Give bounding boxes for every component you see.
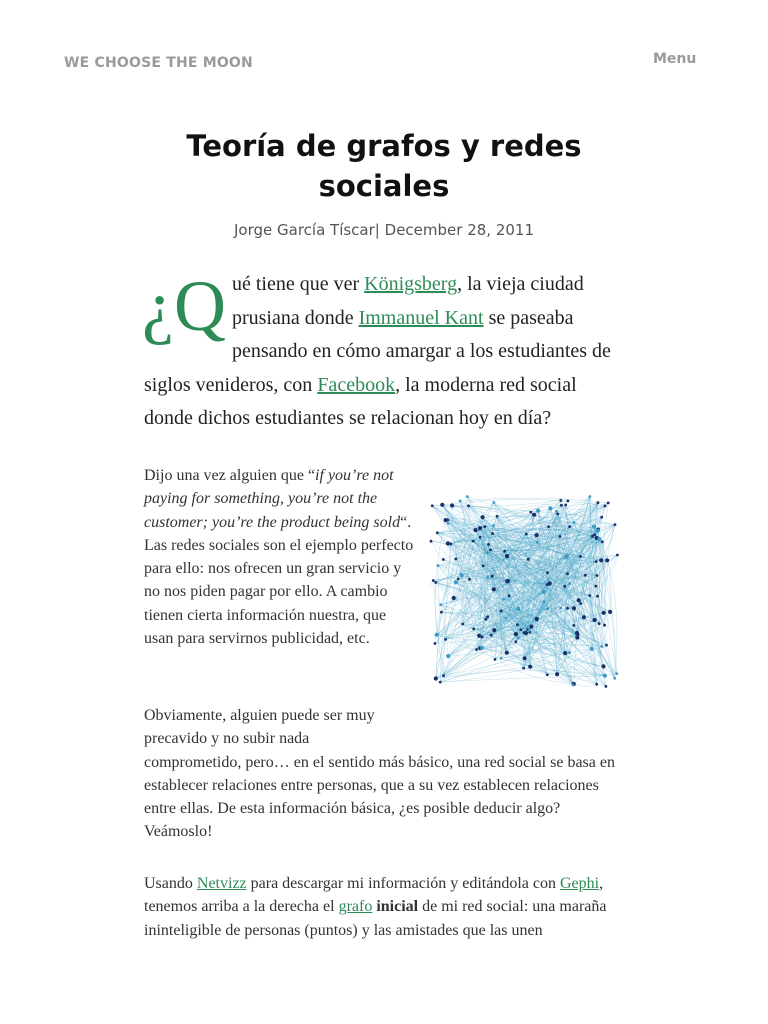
graph-node (605, 685, 608, 688)
graph-node (479, 536, 482, 539)
graph-node (472, 540, 475, 543)
graph-node (588, 594, 591, 597)
graph-node (514, 640, 517, 643)
graph-node (593, 533, 596, 536)
menu-button[interactable]: Menu (653, 51, 697, 67)
graph-node (546, 673, 549, 676)
graph-node (555, 672, 559, 676)
lead-text: , la vieja ciudad prusiana donde (231, 273, 584, 329)
graph-node (517, 637, 520, 640)
dropcap: ¿Q (142, 266, 226, 346)
graph-node (564, 504, 567, 507)
graph-node (508, 595, 511, 598)
graph-node (601, 645, 604, 648)
graph-node (516, 607, 520, 611)
graph-node (502, 598, 505, 601)
graph-node (590, 647, 594, 651)
graph-node (601, 540, 604, 543)
graph-node (434, 642, 437, 645)
graph-node (563, 585, 566, 588)
graph-node (505, 651, 509, 655)
graph-node (614, 523, 617, 526)
quote-text: if you’re not paying for something, you’re not the customer; you’re the product being sold (144, 467, 401, 531)
graph-node (559, 499, 562, 502)
graph-node (437, 564, 440, 567)
graph-node (460, 573, 464, 577)
graph-node (536, 541, 539, 544)
graph-node (567, 500, 570, 503)
lead-text: , la moderna red social donde dichos estudiantes se relacionan hoy en día? (144, 373, 577, 429)
graph-node (439, 603, 442, 606)
graph-node (466, 495, 469, 498)
paragraph-text: de mi red social: una maraña ininteligible de personas (puntos) y las amistades que las unen (144, 898, 607, 939)
graph-node (572, 624, 575, 627)
graph-node (435, 633, 439, 637)
graph-node (482, 565, 485, 568)
paragraph-quote (144, 464, 416, 650)
graph-node (500, 610, 503, 613)
graph-node (436, 531, 439, 534)
graph-node (454, 580, 458, 584)
graph-node (439, 681, 442, 684)
byline-separator: | (374, 221, 380, 239)
graph-node (602, 611, 606, 615)
post-title: Teoría de grafos y redes sociales (186, 129, 582, 203)
graph-node (505, 617, 508, 620)
graph-node (532, 513, 536, 517)
link-gephi[interactable]: Gephi (560, 875, 600, 892)
graph-node (457, 578, 460, 581)
graph-node (486, 576, 489, 579)
graph-node (536, 509, 540, 513)
graph-node (500, 657, 503, 660)
graph-node (568, 651, 571, 654)
graph-node (467, 504, 470, 507)
graph-node (559, 607, 562, 610)
graph-node (434, 581, 437, 584)
graph-node (595, 560, 598, 563)
graph-node (492, 587, 496, 591)
graph-node (494, 658, 497, 661)
graph-node (546, 607, 549, 610)
bold-inicial: inicial (376, 898, 419, 916)
graph-node (477, 634, 481, 638)
graph-node (444, 638, 447, 641)
graph-node (506, 579, 510, 583)
graph-node (535, 617, 539, 621)
graph-node (546, 571, 549, 574)
graph-node (596, 574, 599, 577)
byline (0, 221, 768, 239)
graph-node (584, 574, 587, 577)
graph-node (442, 558, 445, 561)
graph-node (604, 505, 607, 508)
graph-node (503, 550, 506, 553)
link-konigsberg[interactable]: Königsberg (364, 273, 458, 295)
graph-node (608, 610, 612, 614)
graph-node (548, 506, 552, 510)
graph-node (572, 684, 575, 687)
paragraph-text: Obviamente, alguien puede ser muy precavido y no subir nada (144, 707, 375, 748)
graph-node (543, 600, 546, 603)
graph-node (486, 551, 489, 554)
graph-node (505, 554, 509, 558)
graph-node (447, 522, 450, 525)
graph-node (603, 624, 606, 627)
graph-node (563, 651, 567, 655)
post-date: December 28, 2011 (384, 221, 534, 239)
graph-node (535, 533, 539, 537)
graph-node (472, 628, 475, 631)
graph-node (597, 501, 600, 504)
graph-node (579, 555, 582, 558)
paragraph-text: “. Las redes sociales son el ejemplo perfecto para ello: nos ofrecen un gran servicio y no nos piden pagar por ello. A cambio tienen cierta información nuestra, que usan para servirnos publicidad, etc. (144, 513, 414, 648)
graph-node (599, 558, 603, 562)
graph-node (529, 511, 532, 514)
graph-node (527, 558, 530, 561)
graph-node (605, 644, 608, 647)
graph-node (528, 665, 532, 669)
graph-node (440, 611, 443, 614)
lead-paragraph (144, 268, 614, 436)
lead-text: ué tiene que ver (231, 273, 365, 295)
graph-node (597, 537, 601, 541)
graph-node (446, 541, 450, 545)
graph-node (434, 676, 438, 680)
link-grafo[interactable]: grafo (338, 898, 373, 916)
graph-node (605, 558, 609, 562)
graph-node (486, 616, 489, 619)
paragraph-obviamente (144, 704, 624, 844)
graph-node (492, 501, 495, 504)
paragraph-text: Usando (144, 875, 197, 892)
graph-node (461, 623, 464, 626)
graph-node (615, 672, 618, 675)
graph-node (572, 606, 576, 610)
graph-node (483, 525, 486, 528)
paragraph-text: para descargar mi información y editándola con (246, 875, 560, 892)
graph-node (444, 518, 448, 522)
graph-node (454, 558, 457, 561)
graph-node (573, 521, 576, 524)
graph-node (529, 625, 533, 629)
graph-node (598, 622, 601, 625)
graph-node (600, 516, 603, 519)
paragraph-text: comprometido, pero… en el sentido más básico, una red social se basa en establecer relaciones entre personas, que a su vez establecen relaciones entre ellas. De esta información básica, ¿es posible deducir algo? Veámoslo! (144, 753, 615, 841)
graph-node (489, 549, 492, 552)
graph-node (601, 664, 605, 668)
social-graph-figure (418, 486, 630, 698)
graph-node (440, 503, 444, 507)
graph-node (450, 503, 454, 507)
graph-node (566, 607, 569, 610)
link-netvizz[interactable]: Netvizz (196, 875, 247, 892)
graph-node (560, 504, 563, 507)
graph-node (496, 515, 499, 518)
graph-node (490, 634, 493, 637)
graph-node (613, 677, 616, 680)
graph-node (522, 667, 525, 670)
graph-node (485, 618, 488, 621)
graph-node (575, 631, 579, 635)
graph-node (514, 632, 518, 636)
graph-node (481, 636, 484, 639)
graph-node (459, 500, 462, 503)
graph-node (577, 598, 581, 602)
graph-node (516, 623, 519, 626)
graph-node (492, 524, 495, 527)
graph-node (568, 525, 571, 528)
graph-node (452, 596, 456, 600)
graph-node (596, 595, 599, 598)
graph-node (468, 578, 471, 581)
site-title-link[interactable]: WE CHOOSE THE MOON (64, 55, 253, 71)
author-name[interactable]: Jorge García Tíscar (233, 221, 375, 239)
graph-node (595, 683, 598, 686)
graph-node (431, 504, 434, 507)
graph-node (542, 590, 546, 594)
graph-node (491, 575, 494, 578)
graph-node (566, 572, 569, 575)
graph-node (595, 585, 598, 588)
graph-node (491, 532, 494, 535)
graph-node (555, 510, 558, 513)
graph-node (492, 628, 496, 632)
paragraph-netvizz (144, 872, 624, 942)
graph-node (596, 529, 600, 533)
graph-node (487, 543, 490, 546)
graph-node (430, 540, 433, 543)
graph-node (481, 515, 485, 519)
graph-node (523, 631, 526, 634)
graph-node (432, 579, 435, 582)
graph-node (593, 618, 597, 622)
graph-node (548, 581, 552, 585)
graph-node (523, 656, 527, 660)
graph-node (525, 533, 528, 536)
graph-node (547, 525, 550, 528)
graph-node (607, 502, 610, 505)
graph-node (474, 528, 478, 532)
graph-node (592, 525, 596, 529)
graph-node (603, 674, 607, 678)
paragraph-text: Dijo una vez alguien que “ (144, 467, 316, 484)
graph-node (478, 526, 482, 530)
graph-node (575, 635, 579, 639)
graph-node (568, 582, 571, 585)
graph-node (442, 674, 445, 677)
graph-node (582, 615, 586, 619)
graph-node (446, 654, 450, 658)
graph-node (475, 648, 478, 651)
link-immanuel-kant[interactable]: Immanuel Kant (358, 306, 484, 329)
graph-node (559, 535, 562, 538)
paragraph-text: , tenemos arriba a la derecha el (144, 875, 604, 916)
graph-node (616, 554, 619, 557)
graph-node (564, 554, 568, 558)
graph-node (528, 629, 531, 632)
graph-node (556, 513, 559, 516)
graph-node (589, 495, 592, 498)
social-network-graph-image (418, 486, 630, 698)
graph-node (579, 602, 582, 605)
graph-node (480, 646, 484, 650)
lead-text: se paseaba pensando en cómo amargar a los estudiantes de siglos venideros, con (144, 306, 611, 396)
link-facebook[interactable]: Facebook (317, 373, 396, 396)
graph-node (519, 628, 522, 631)
